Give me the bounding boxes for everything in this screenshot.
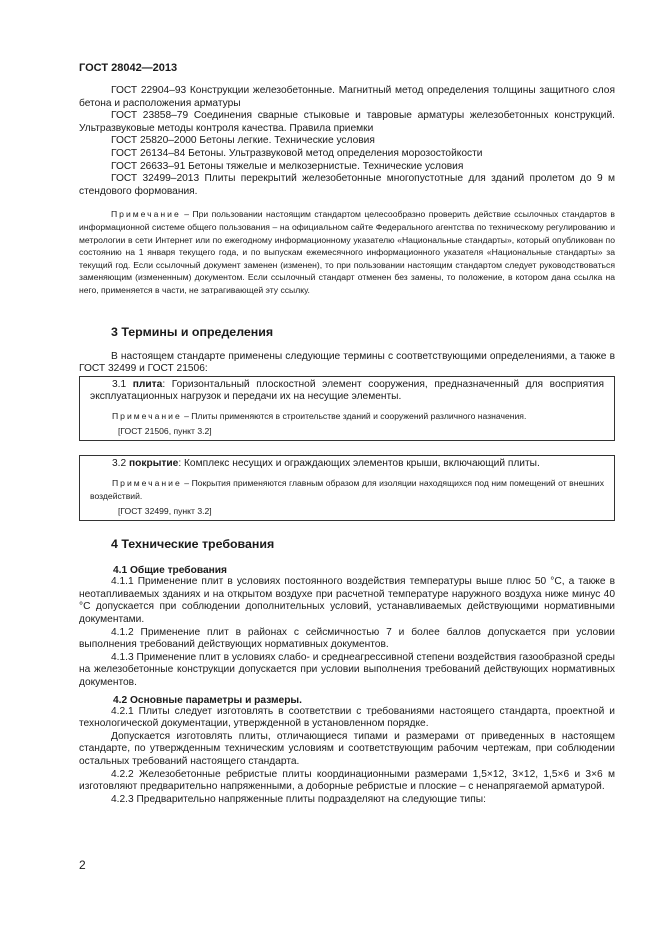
page-number: 2 [79,858,86,872]
note-label: Примечание [112,478,182,489]
term-definition [90,458,604,471]
section-3-title: 3 Термины и определения [111,324,274,339]
term-text: : Комплекс несущих и ограждающих элементов крыши, включающий плиты. [178,458,540,470]
reference-item: ГОСТ 23858–79 Соединения сварные стыковые и тавровые арматуры железобетонных конструкций. Ультразвуковые методы контроля качества. Правила приемки [79,110,615,134]
note-label: Примечание [112,410,182,421]
reference-item: ГОСТ 26134–84 Бетоны. Ультразвуковой метод определения морозостойкости [111,147,483,159]
intro-note [79,208,615,296]
reference-item: ГОСТ 32499–2013 Плиты перекрытий железобетонные многопустотные для зданий пролетом до 9 м стендового формования. [79,173,615,197]
term-source: [ГОСТ 32499, пункт 3.2] [118,506,212,517]
normative-references [79,85,615,198]
note-text: – Плиты применяются в строительстве зданий и сооружений различного назначения. [181,410,527,421]
term-text: : Горизонтальный плоскостной элемент сооружения, предназначенный для восприятия эксплуатационных нагрузок и передачи их на несущие элементы. [90,378,604,403]
paragraph: 4.1.3 Применение плит в условиях слабо- и среднеагрессивной степени воздействия газообразной среды на железобетонные конструкции допускается при условии выполнения требований действующих нормативных документов. [79,651,615,688]
paragraph: Допускается изготовлять плиты, отличающиеся типами и размерами от приведенных в настоящем стандарте, по утвержденным техническим условиям и соответствующим рабочим чертежам, при соблюдении остальных требований настоящего стандарта. [79,730,615,767]
note-text: – При пользовании настоящим стандартом целесообразно проверить действие ссылочных стандартов в информационной системе общего пользования – на официальном сайте Федерального агентства по техническому регулированию и метрологии в сети Интернет или по ежегодному информационному указателю «Национальные стандарты», который опубликован по состоянию на 1 января текущего года, и по выпускам ежемесячного информационного указателя «Национальные стандарты» за текущий год. Если ссылочный документ заменен (изменен), то при пользовании настоящим стандартом следует руководствоваться заменяющим (измененным) документом. Если ссылочный стандарт отменен без замены, то положение, в котором дана ссылка на него, применяется в части, не затрагивающей эту ссылку. [79,209,615,295]
term-note [90,477,604,502]
paragraph: 4.1.1 Применение плит в условиях постоянного воздействия температуры выше плюс 50 °С, а также в неотапливаемых зданиях и на открытом воздухе при расчетной температуре наружного воздуха ниже минус 40 °С допускается при соблюдении дополнительных условий, устанавливаемых действующими нормативными документами. [79,576,615,626]
note-text: – Покрытия применяются главным образом для изоляции находящихся под ним помещений от внешних воздействий. [90,478,604,501]
document-header: ГОСТ 28042—2013 [79,62,178,74]
term-number: 3.2 [112,458,129,470]
section-3-intro: В настоящем стандарте применены следующие термины с соответствующими определениями, а также в ГОСТ 32499 и ГОСТ 21506: [79,350,615,375]
page-content [79,85,615,806]
note-label: Примечание [111,209,181,220]
paragraph: 4.1.2 Применение плит в районах с сейсмичностью 7 и более баллов допускается при условии выполнения требований действующих нормативных документов. [79,626,615,651]
term-number: 3.1 [112,378,133,390]
term-name: плита [132,378,163,390]
paragraph: 4.2.2 Железобетонные ребристые плиты координационными размерами 1,5×12, 3×12, 1,5×6 и 3×6 м изготовляют предварительно напряженными, а доборные ребристые и плоские – с ненапрягаемой арматурой. [79,768,615,793]
term-box [79,376,615,442]
reference-item: ГОСТ 22904–93 Конструкции железобетонные. Магнитный метод определения толщины защитного слоя бетона и расположения арматуры [79,85,615,109]
reference-item: ГОСТ 26633–91 Бетоны тяжелые и мелкозернистые. Технические условия [111,160,464,172]
subsection-4-2-title: 4.2 Основные параметры и размеры. [113,694,302,706]
section-4-title: 4 Технические требования [111,537,275,552]
term-definition [90,379,604,404]
term-note [90,410,604,423]
term-name: покрытие [129,458,179,470]
paragraph: 4.2.1 Плиты следует изготовлять в соответствии с требованиями настоящего стандарта, проектной и технологической документации, утвержденной в установленном порядке. [79,705,615,730]
paragraph: 4.2.3 Предварительно напряженные плиты подразделяют на следующие типы: [111,793,486,805]
term-box [79,455,615,521]
subsection-4-1-title: 4.1 Общие требования [113,565,227,577]
term-source: [ГОСТ 21506, пункт 3.2] [118,426,212,437]
reference-item: ГОСТ 25820–2000 Бетоны легкие. Технические условия [111,135,375,147]
